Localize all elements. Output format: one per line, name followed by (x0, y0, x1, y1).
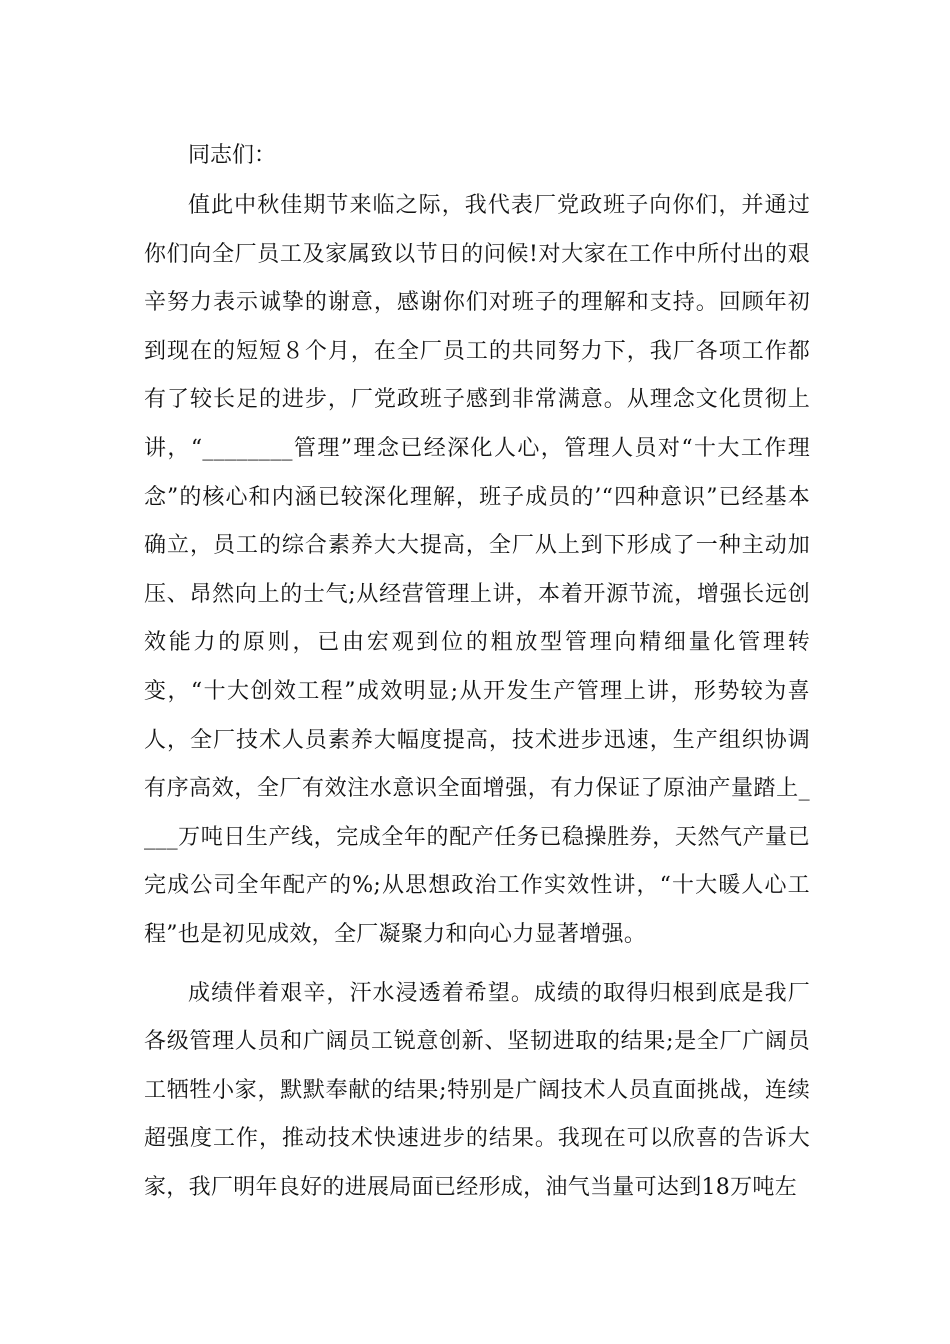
paragraph-1: 值此中秋佳期节来临之际，我代表厂党政班子向你们，并通过你们向全厂员工及家属致以节日的问候!对大家在工作中所付出的艰辛努力表示诚挚的谢意，感谢你们对班子的理解和支持。回顾年初到现在的短短８个月，在全厂员工的共同努力下，我厂各项工作都有了较长足的进步，厂党政班子感到非常满意。从理念文化贯彻上讲，“________管理”理念已经深化人心，管理人员对“十大工作理念”的核心和内涵已较深化理解，班子成员的’“四种意识”已经基本确立，员工的综合素养大大提高，全厂从上到下形成了一种主动加压、昂然向上的士气;从经营管理上讲，本着开源节流，增强长远创效能力的原则，已由宏观到位的粗放型管理向精细量化管理转变，“十大创效工程”成效明显;从开发生产管理上讲，形势较为喜人，全厂技术人员素养大幅度提高，技术进步迅速，生产组织协调有序高效，全厂有效注水意识全面增强，有力保证了原油产量踏上____万吨日生产线，完成全年的配产任务已稳操胜券，天然气产量已完成公司全年配产的%;从思想政治工作实效性讲，“十大暖人心工程”也是初见成效，全厂凝聚力和向心力显著增强。 (144, 193, 810, 947)
paragraph-2: 成绩伴着艰辛，汗水浸透着希望。成绩的取得归根到底是我厂各级管理人员和广阔员工锐意创新、坚韧进取的结果;是全厂广阔员工牺牲小家，默默奉献的结果;特别是广阔技术人员直面挑战，连续超强度工作，推动技术快速进步的结果。我现在可以欣喜的告诉大家，我厂明年良好的进展局面已经形成，油气当量可达到18万吨左 (144, 980, 810, 1200)
salutation: 同志们： (188, 143, 277, 168)
